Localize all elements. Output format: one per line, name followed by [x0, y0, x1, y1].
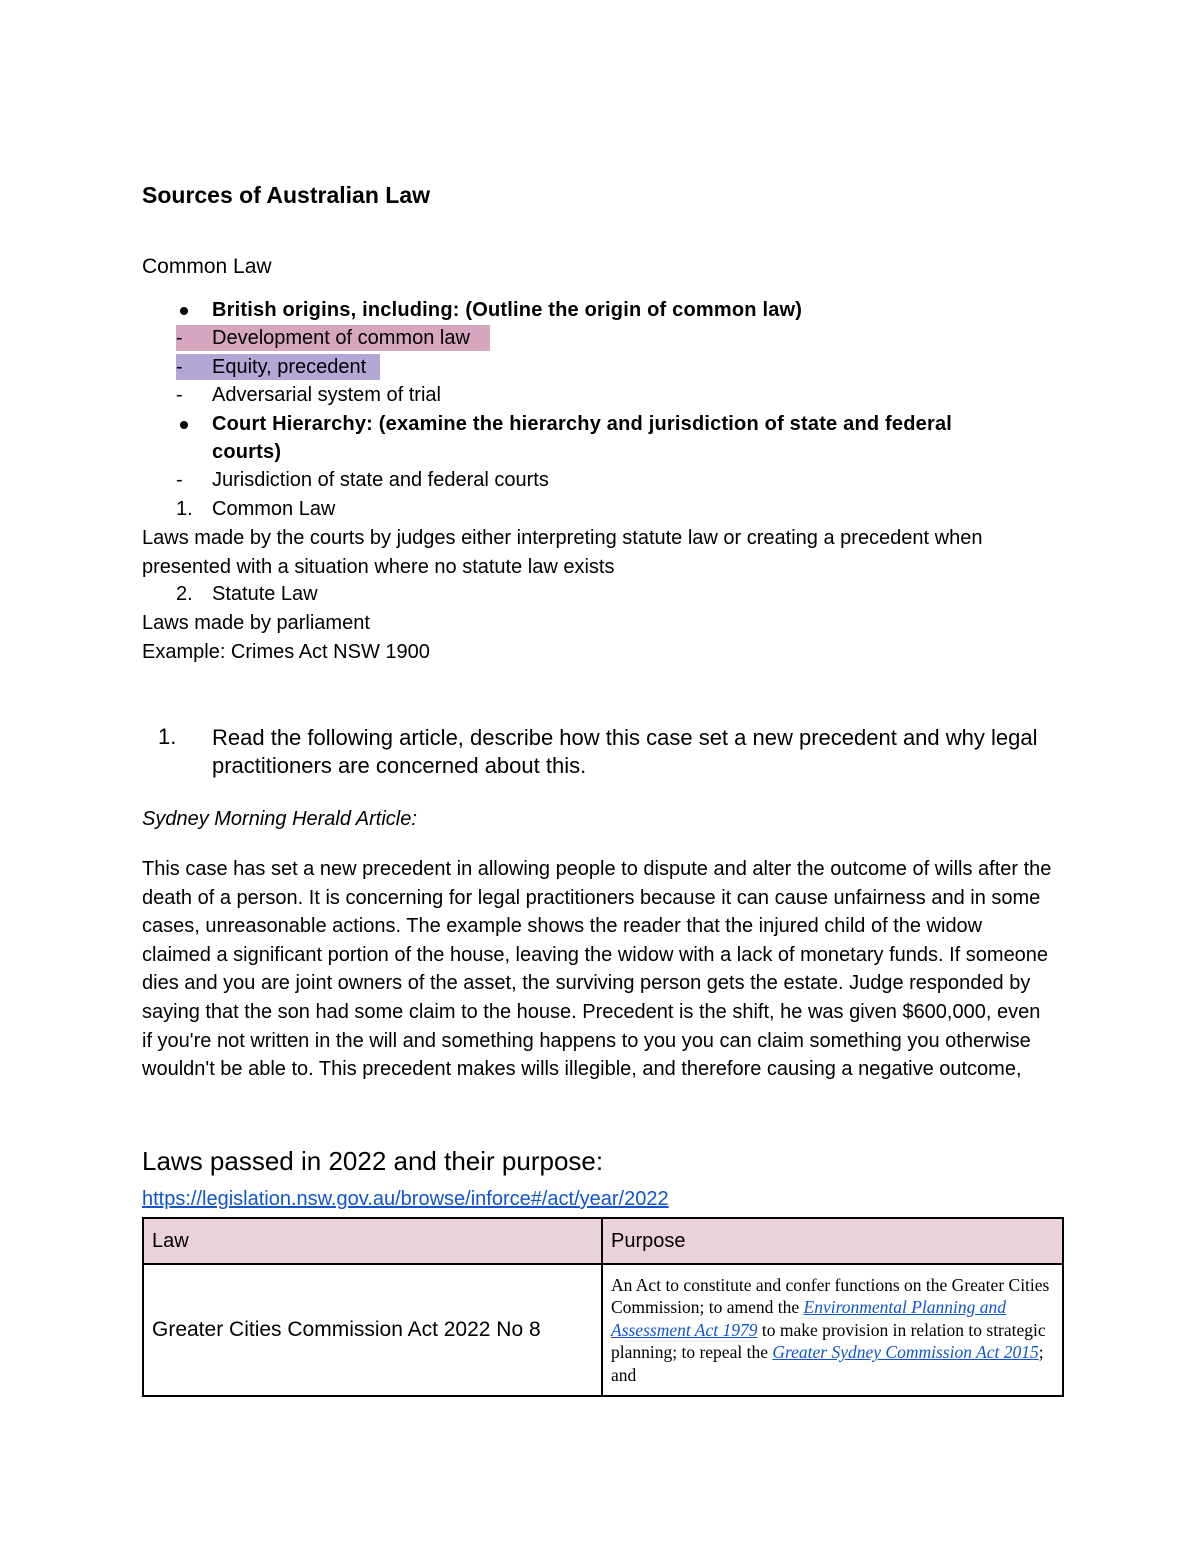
purpose-text: ; and	[611, 1342, 1044, 1385]
law-name-cell: Greater Cities Commission Act 2022 No 8	[143, 1264, 602, 1396]
question-item	[142, 724, 1062, 784]
legislation-link[interactable]: https://legislation.nsw.gov.au/browse/inforce#/act/year/2022	[142, 1188, 669, 1210]
act-link-epa-1979[interactable]: Environmental Planning and Assessment Act 1979	[611, 1297, 1007, 1340]
outline-item-label: Court Hierarchy: (examine the hierarchy and jurisdiction of state and federal	[212, 413, 953, 435]
laws-heading: Laws passed in 2022 and their purpose:	[142, 1146, 604, 1176]
outline-item-label: Statute Law	[212, 583, 318, 605]
laws-table	[142, 1217, 1064, 1397]
law-purpose-cell	[602, 1264, 1063, 1396]
section-subheading: Common Law	[142, 255, 272, 278]
article-label: Sydney Morning Herald Article:	[142, 808, 417, 830]
outline-item-label: Adversarial system of trial	[212, 384, 441, 406]
question-text: Read the following article, describe how this case set a new precedent and why legal practitioners are concerned about this.	[212, 725, 1038, 778]
common-law-definition: Laws made by the courts by judges either interpreting statute law or creating a precedent when presented with a situation where no statute law exists	[142, 527, 983, 578]
column-header-purpose: Purpose	[602, 1218, 1063, 1264]
bullet-icon	[180, 421, 188, 429]
purpose-text: An Act to constitute and confer functions on the Greater Cities Commission; to amend the	[611, 1274, 1050, 1318]
dash-marker: -	[176, 327, 183, 349]
number-marker: 1.	[176, 498, 193, 520]
dash-marker: -	[176, 356, 183, 378]
outline-item-label: courts)	[212, 441, 282, 463]
statute-definition: Laws made by parliament	[142, 612, 370, 634]
answer-paragraph: This case has set a new precedent in allowing people to dispute and alter the outcome of wills after the death of a person. It is concerning for legal practitioners because it can cause unfairness and in some cases, unreasonable actions. The example shows the reader that the injured child of the widow claimed a significant portion of the house, leaving the widow with a lack of monetary funds. If someone dies and you are joint owners of the asset, the surviving person gets the estate. Judge responded by saying that the son had some claim to the house. Precedent is the shift, he was given $600,000, even if you're not written in the will and something happens to you you can claim something you otherwise wouldn't be able to. This precedent makes wills illegible, and therefore causing a negative outcome,	[142, 858, 1052, 1081]
act-link-gsc-2015[interactable]: Greater Sydney Commission Act 2015	[772, 1342, 1039, 1363]
table-row	[143, 1264, 1063, 1396]
table-header-row	[143, 1218, 1063, 1264]
dash-marker: -	[176, 384, 183, 406]
outline-item-label: Equity, precedent	[212, 356, 367, 378]
statute-example: Example: Crimes Act NSW 1900	[142, 641, 430, 663]
number-marker: 1.	[158, 724, 177, 749]
outline-item-label: Common Law	[212, 498, 336, 520]
number-marker: 2.	[176, 583, 193, 605]
outline-item-label: Jurisdiction of state and federal courts	[212, 469, 549, 491]
page-title: Sources of Australian Law	[142, 182, 430, 208]
purpose-text: to make provision in relation to strategic planning; to repeal the	[611, 1319, 1046, 1363]
bullet-icon	[180, 307, 188, 315]
outline-item-label: Development of common law	[212, 327, 470, 349]
column-header-law: Law	[143, 1218, 602, 1264]
outline-item-label: British origins, including: (Outline the origin of common law)	[212, 299, 803, 321]
dash-marker: -	[176, 469, 183, 491]
